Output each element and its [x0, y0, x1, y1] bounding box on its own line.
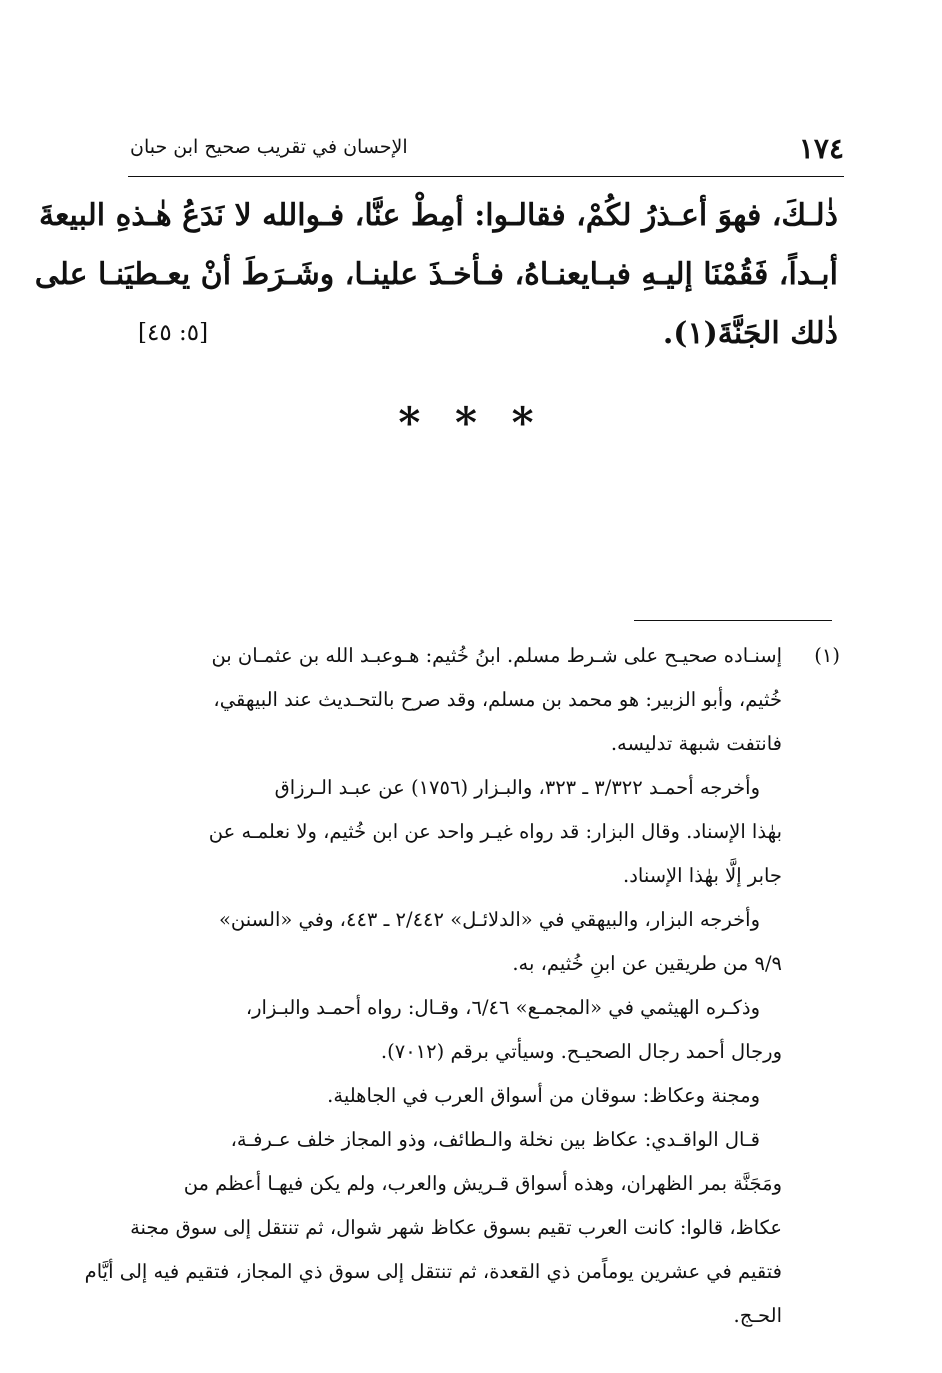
footnote-line: وذكـره الهيثمي في «المجمـع» ٦/٤٦، وقـال: رواه أحمـد والبـزار،: [245, 996, 760, 1019]
footnote-line: ٩/٩ من طريقين عن ابنِ خُثيم، به.: [512, 952, 782, 975]
page-number: ١٧٤: [798, 132, 844, 165]
footnote-line: ورجال أحمد رجال الصحيـح. وسيأتي برقم (٧٠١٢).: [380, 1040, 782, 1063]
footnote-line: جابر إلَّا بهٰذا الإسناد.: [623, 864, 782, 887]
header-rule: [128, 176, 844, 177]
footnote-paragraph: [140, 766, 782, 898]
footnote-line: الحـج.: [733, 1304, 782, 1327]
footnote-1: [84, 634, 840, 1338]
footnote-rule: [634, 620, 832, 621]
footnote-line: ومَجَنَّة بمر الظهران، وهذه أسواق قـريش والعرب، ولم يكن فيهـا أعظم من: [183, 1172, 782, 1195]
footnote-marker: (١): [814, 644, 840, 667]
footnote-line: بهٰذا الإسناد. وقال البزار: قد رواه غيـر واحد عن ابن خُثيم، ولا نعلمـه عن: [208, 820, 782, 843]
running-header: [128, 130, 844, 170]
footnote-line: وأخرجه البزار، والبيهقي في «الدلائـل» ٢/٤٤٢ ـ ٤٤٣، وفي «السنن»: [218, 908, 760, 931]
footnote-paragraph: [140, 1074, 782, 1118]
footnote-paragraph: [140, 634, 782, 766]
footnote-paragraph: [84, 1118, 782, 1338]
footnotes: [84, 634, 840, 1338]
book-title: الإحسان في تقريب صحيح ابن حبان: [130, 136, 408, 158]
section-separator: * * *: [398, 398, 544, 447]
footnote-line: ومجنة وعكاظ: سوقان من أسواق العرب في الجاهلية.: [327, 1084, 760, 1107]
hadith-line: أبـداً، فَقُمْنَا إليـهِ فبـايعنـاهُ، فـأخـذَ علينـا، وشَـرَطَ أنْ يعـطيَنـا على: [34, 257, 838, 292]
footnote-line: قـال الواقـدي: عكاظ بين نخلة والـطائف، وذو المجاز خلف عـرفـة،: [230, 1128, 760, 1151]
hadith-reference: [٥: ٤٥]: [138, 320, 209, 346]
footnote-paragraph: [140, 898, 782, 986]
footnote-line: وأخرجه أحمـد ٣/٣٢٢ ـ ٣٢٣، والبـزار (١٧٥٦) عن عبـد الـرزاق: [274, 776, 760, 799]
footnote-paragraph: [140, 986, 782, 1074]
footnote-line: خُثيم، وأبو الزبير: هو محمد بن مسلم، وقد صرح بالتحـديث عند البيهقي،: [213, 688, 782, 711]
footnote-line: فتقيم في عشرين يوماًمن ذي القعدة، ثم تنتقل إلى سوق ذي المجاز، فتقيم فيه إلى أيَّام: [84, 1260, 782, 1283]
footnote-line: إسنـاده صحيـح على شـرط مسلم. ابنُ خُثيم: هـوعبـد الله بن عثمـان بن: [211, 644, 782, 667]
hadith-line-text: ذٰلك الجَنَّةَ(١).: [662, 316, 838, 351]
footnote-line: فانتفت شبهة تدليسه.: [610, 732, 782, 755]
hadith-text: [34, 186, 838, 363]
footnote-line: عكاظ، قالوا: كانت العرب تقيم بسوق عكاظ شهر شوال، ثم تنتقل إلى سوق مجنة: [130, 1216, 782, 1239]
hadith-line: ذٰلـكَ، فهوَ أعـذرُ لكُمْ، فقالـوا: أمِطْ عنَّا، فـوالله لا نَدَعُ هٰـذهِ البيعةَ: [38, 198, 838, 233]
hadith-line-last: [138, 304, 838, 363]
